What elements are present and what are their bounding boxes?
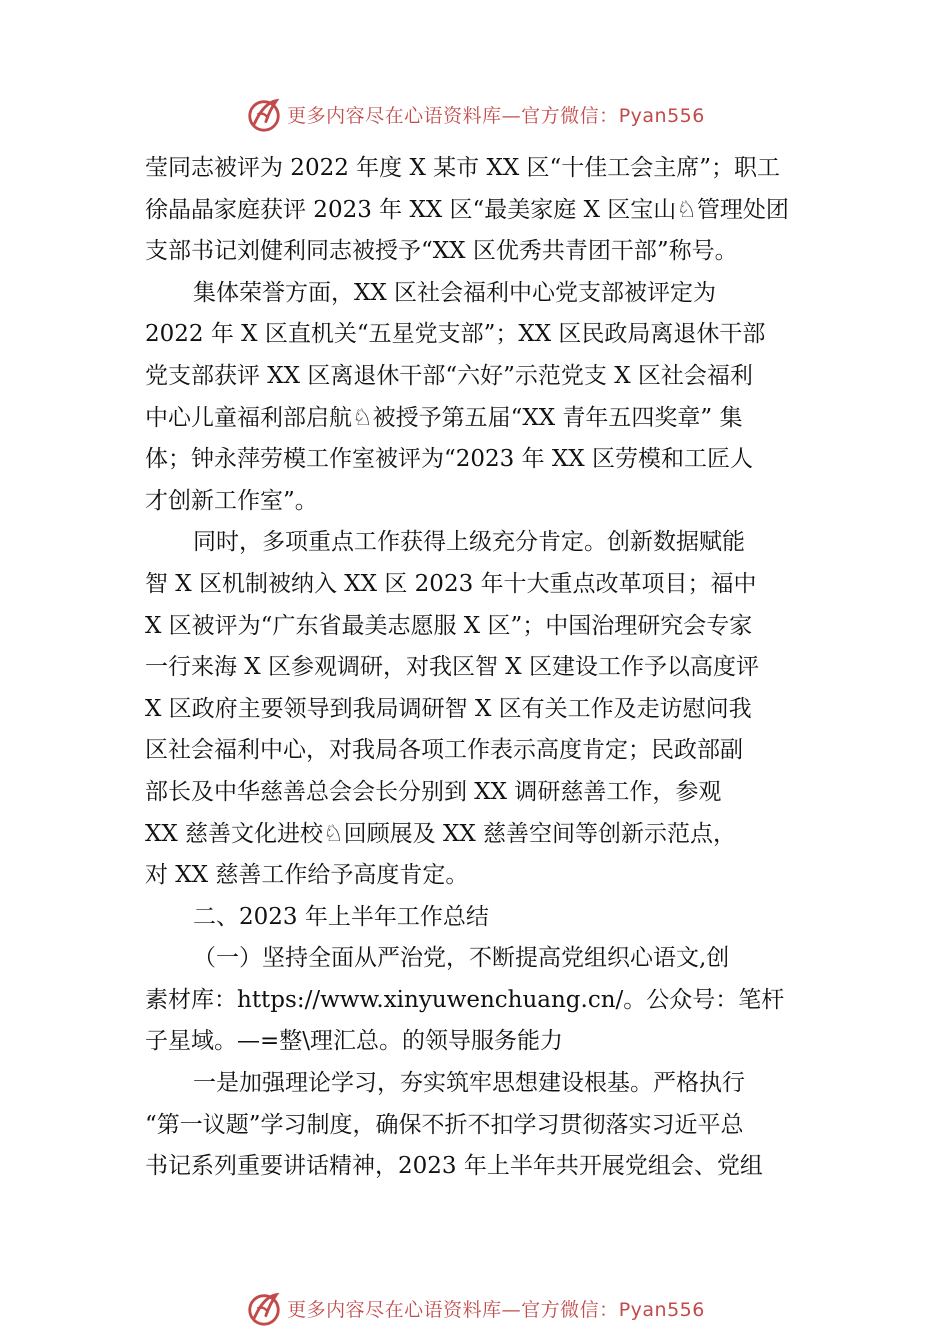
- header-banner-text: 更多内容尽在心语资料库—官方微信：Pyan556: [287, 104, 705, 127]
- body-line: 同时，多项重点工作获得上级充分肯定。创新数据赋能: [193, 529, 745, 556]
- body-line: 才创新工作室”。: [145, 487, 318, 514]
- footer-banner: [0, 1286, 950, 1330]
- body-line: 中心儿童福利部启航♘被授予第五届“XX 青年五四奖章” 集: [145, 404, 743, 431]
- body-line: 素材库：https://www.xinyuwenchuang.cn/。公众号：笔杆: [145, 986, 785, 1013]
- swirl-logo-icon: [245, 1289, 283, 1327]
- body-line: 书记系列重要讲话精神，2023 年上半年共开展党组会、党组: [145, 1153, 763, 1180]
- body-line: 区社会福利中心，对我局各项工作表示高度肯定；民政部副: [145, 737, 743, 764]
- body-line: 一行来海 X 区参观调研，对我区智 X 区建设工作予以高度评: [145, 654, 759, 681]
- footer-banner-text: 更多内容尽在心语资料库—官方微信：Pyan556: [287, 1298, 705, 1321]
- body-line: 徐晶晶家庭获评 2023 年 XX 区“最美家庭 X 区宝山♘管理处团: [145, 196, 789, 223]
- body-line: X 区被评为“广东省最美志愿服 X 区”；中国治理研究会专家: [145, 612, 753, 639]
- body-line: X 区政府主要领导到我局调研智 X 区有关工作及走访慰问我: [145, 695, 752, 722]
- body-line: 对 XX 慈善工作给予高度肯定。: [145, 862, 469, 889]
- header-banner: [0, 92, 950, 136]
- body-line: 子星域。—=整\理汇总。的领导服务能力: [145, 1028, 564, 1055]
- body-line: 党支部获评 XX 区离退休干部“六好”示范党支 X 区社会福利: [145, 362, 753, 389]
- body-line: 部长及中华慈善总会会长分别到 XX 调研慈善工作，参观: [145, 778, 722, 805]
- body-line: 支部书记刘健利同志被授予“XX 区优秀共青团干部”称号。: [145, 238, 738, 265]
- subsection-heading: （一）坚持全面从严治党，不断提高党组织心语文,创: [193, 945, 730, 972]
- body-line: 2022 年 X 区直机关“五星党支部”；XX 区民政局离退休干部: [145, 321, 766, 348]
- body-line: “第一议题”学习制度，确保不折不扣学习贯彻落实习近平总: [145, 1111, 744, 1138]
- body-line: 集体荣誉方面，XX 区社会福利中心党支部被评定为: [193, 279, 717, 306]
- body-line: 一是加强理论学习，夯实筑牢思想建设根基。严格执行: [193, 1070, 745, 1097]
- swirl-logo-icon: [245, 95, 283, 133]
- body-line: 体；钟永萍劳模工作室被评为“2023 年 XX 区劳模和工匠人: [145, 446, 753, 473]
- body-line: XX 慈善文化进校♘回顾展及 XX 慈善空间等创新示范点，: [145, 820, 737, 847]
- body-line: 莹同志被评为 2022 年度 X 某市 XX 区“十佳工会主席”；职工: [145, 155, 781, 181]
- body-line: 智 X 区机制被纳入 XX 区 2023 年十大重点改革项目；福中: [145, 570, 757, 597]
- document-body: [145, 148, 810, 1188]
- section-heading: 二、2023 年上半年工作总结: [193, 903, 489, 930]
